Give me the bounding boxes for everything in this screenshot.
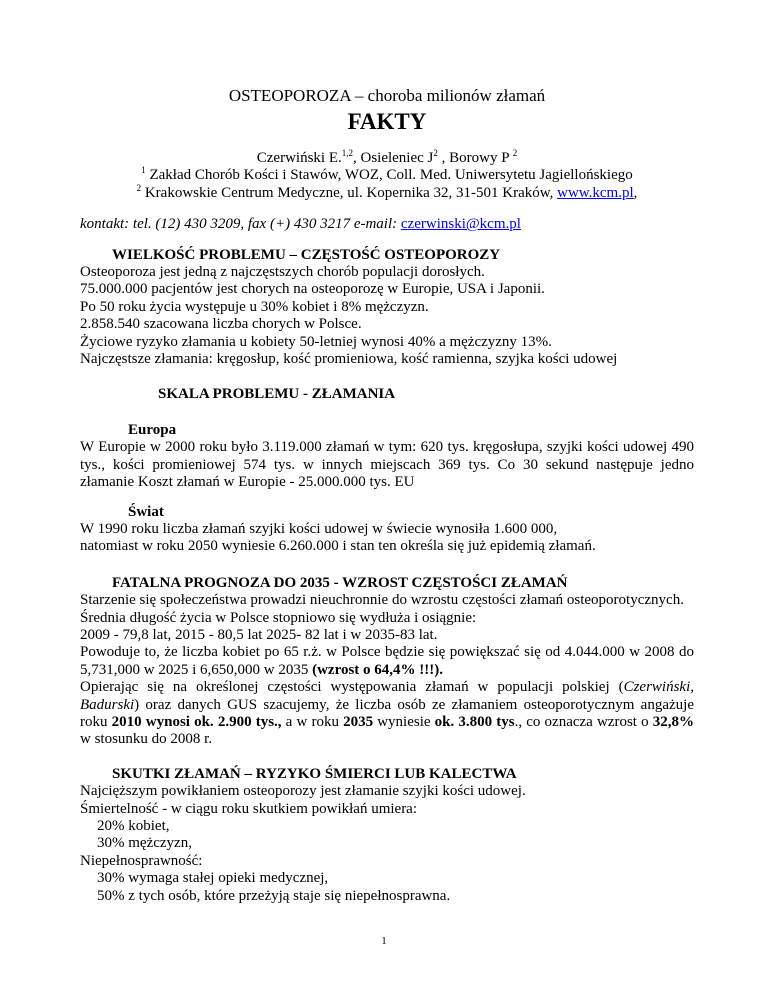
p4-text-f: w stosunku do 2008 r. bbox=[80, 731, 213, 748]
p4-text-a: Opierając się na określonej częstości występowania złamań w populacji polskiej ( bbox=[80, 679, 624, 696]
frequency-line-6: Najczęstsze złamania: kręgosłup, kość promieniowa, kość ramienna, szyjka kości udowej bbox=[80, 351, 618, 368]
p4-text-d: wyniesie bbox=[373, 713, 435, 730]
frequency-line-5: Życiowe ryzyko złamania u kobiety 50-letniej wynosi 40% a mężczyzny 13%. bbox=[80, 333, 552, 350]
contact-line bbox=[80, 216, 694, 233]
p4-authors: Czerwiński, Badurski bbox=[80, 679, 694, 713]
effects-line-2: Śmiertelność - w ciągu roku skutkiem powikłań umiera: bbox=[80, 800, 418, 817]
effects-line-3: 20% kobiet, bbox=[97, 818, 170, 834]
frequency-line-3: Po 50 roku życia występuje u 30% kobiet i 8% mężczyzn. bbox=[80, 298, 429, 315]
author-3: , Borowy P bbox=[437, 150, 513, 166]
document-title: FAKTY bbox=[347, 109, 427, 134]
p4-bold-3800: ok. 3.800 tys bbox=[434, 713, 515, 730]
affiliation-2-number: 2 bbox=[136, 182, 142, 193]
email-link[interactable]: czerwinski@kcm.pl bbox=[400, 216, 521, 233]
affiliation-2 bbox=[80, 182, 694, 202]
p4-text-c: a w roku bbox=[281, 713, 344, 730]
europe-paragraph: W Europie w 2000 roku było 3.119.000 złamań w tym: 620 tys. kręgosłupa, szyjki kości udowej 490 tys., kości promieniowej 574 tys. w innych miejscach 369 tys. Co 30 sekund następuje jedno złamanie Koszt złamań w Europie - 25.000.000 tys. EU bbox=[80, 439, 694, 491]
affiliation-1 bbox=[80, 167, 694, 184]
prognosis-paragraph-2b: 2009 - 79,8 lat, 2015 - 80,5 lat 2025- 82 lat i w 2035-83 lat. bbox=[80, 626, 438, 643]
page-number: 1 bbox=[381, 935, 387, 947]
affiliation-2-comma: , bbox=[633, 184, 638, 201]
affiliation-1-text: Zakład Chorób Kości i Stawów, WOZ, Coll. Med. Uniwersytetu Jagiellońskiego bbox=[145, 167, 633, 184]
effects-line-6: 30% wymaga stałej opieki medycznej, bbox=[97, 870, 329, 887]
affiliation-1-number: 1 bbox=[141, 165, 146, 176]
author-2-affil: 2 bbox=[433, 148, 438, 158]
prognosis-paragraph-2a: Średnia długość życia w Polsce stopniowo się wydłuża i osiągnie: bbox=[80, 609, 477, 626]
subheading-world: Świat bbox=[128, 503, 164, 520]
world-line-2: natomiast w roku 2050 wyniesie 6.260.000 i stan ten określa się już epidemią złamań. bbox=[80, 538, 596, 555]
author-2: , Osieleniec J bbox=[352, 150, 434, 166]
document-subtitle: OSTEOPOROZA – choroba milionów złamań bbox=[228, 86, 546, 105]
frequency-line-1: Osteoporoza jest jedną z najczęstszych chorób populacji dorosłych. bbox=[80, 264, 485, 281]
prognosis-growth-value: (wzrost o 64,4% !!!). bbox=[312, 661, 444, 678]
frequency-line-4: 2.858.540 szacowana liczba chorych w Polsce. bbox=[80, 316, 362, 333]
section-heading-prognosis: FATALNA PROGNOZA DO 2035 - WZROST CZĘSTOŚCI ZŁAMAŃ bbox=[112, 574, 568, 591]
effects-line-7: 50% z tych osób, które przeżyją staje się niepełnosprawna. bbox=[97, 887, 451, 904]
effects-line-4: 30% mężczyzn, bbox=[97, 835, 192, 852]
prognosis-paragraph-3 bbox=[80, 644, 694, 679]
author-1-affil: 1,2 bbox=[341, 148, 353, 158]
page-content bbox=[80, 86, 694, 905]
subheading-europe: Europa bbox=[128, 421, 177, 438]
author-3-affil: 2 bbox=[512, 148, 518, 158]
prognosis-paragraph-3-text: Powoduje to, że liczba kobiet po 65 r.ż. w Polsce będzie się powiększać się od 4.044.000 w 2008 do 5,731,000 w 2025 i 6,650,000 w 2035 bbox=[80, 644, 694, 678]
author-1: Czerwiński E. bbox=[256, 150, 342, 166]
section-heading-effects: SKUTKI ZŁAMAŃ – RYZYKO ŚMIERCI LUB KALECTWA bbox=[112, 765, 517, 782]
prognosis-paragraph-4 bbox=[80, 679, 694, 749]
effects-line-5: Niepełnosprawność: bbox=[80, 852, 203, 869]
frequency-line-2: 75.000.000 pacjentów jest chorych na osteoporozę w Europie, USA i Japonii. bbox=[80, 281, 545, 298]
prognosis-paragraph-1: Starzenie się społeczeństwa prowadzi nieuchronnie do wzrostu częstości złamań osteoporotycznych. bbox=[80, 592, 684, 609]
contact-text: kontakt: tel. (12) 430 3209, fax (+) 430 3217 e-mail: bbox=[80, 216, 401, 233]
section-heading-fractures: SKALA PROBLEMU - ZŁAMANIA bbox=[158, 386, 396, 403]
affiliation-2-text: Krakowskie Centrum Medyczne, ul. Kopernika 32, 31-501 Kraków, bbox=[141, 184, 558, 201]
website-link[interactable]: www.kcm.pl bbox=[557, 184, 634, 201]
p4-bold-percent: 32,8% bbox=[652, 713, 694, 730]
p4-bold-2035: 2035 bbox=[343, 713, 374, 730]
p4-text-b: ) oraz danych GUS szacujemy, że liczba osób ze złamaniem osteoporotycznym angażuje roku bbox=[80, 696, 694, 730]
authors-line bbox=[80, 150, 694, 167]
world-line-1: W 1990 roku liczba złamań szyjki kości udowej w świecie wynosiła 1.600 000, bbox=[80, 520, 558, 537]
p4-text-e: ., co oznacza wzrost o bbox=[514, 713, 653, 730]
p4-bold-2010: 2010 wynosi ok. 2.900 tys., bbox=[111, 713, 282, 730]
effects-line-1: Najcięższym powikłaniem osteoporozy jest złamanie szyjki kości udowej. bbox=[80, 783, 526, 800]
section-heading-frequency: WIELKOŚĆ PROBLEMU – CZĘSTOŚĆ OSTEOPOROZY bbox=[112, 246, 501, 263]
